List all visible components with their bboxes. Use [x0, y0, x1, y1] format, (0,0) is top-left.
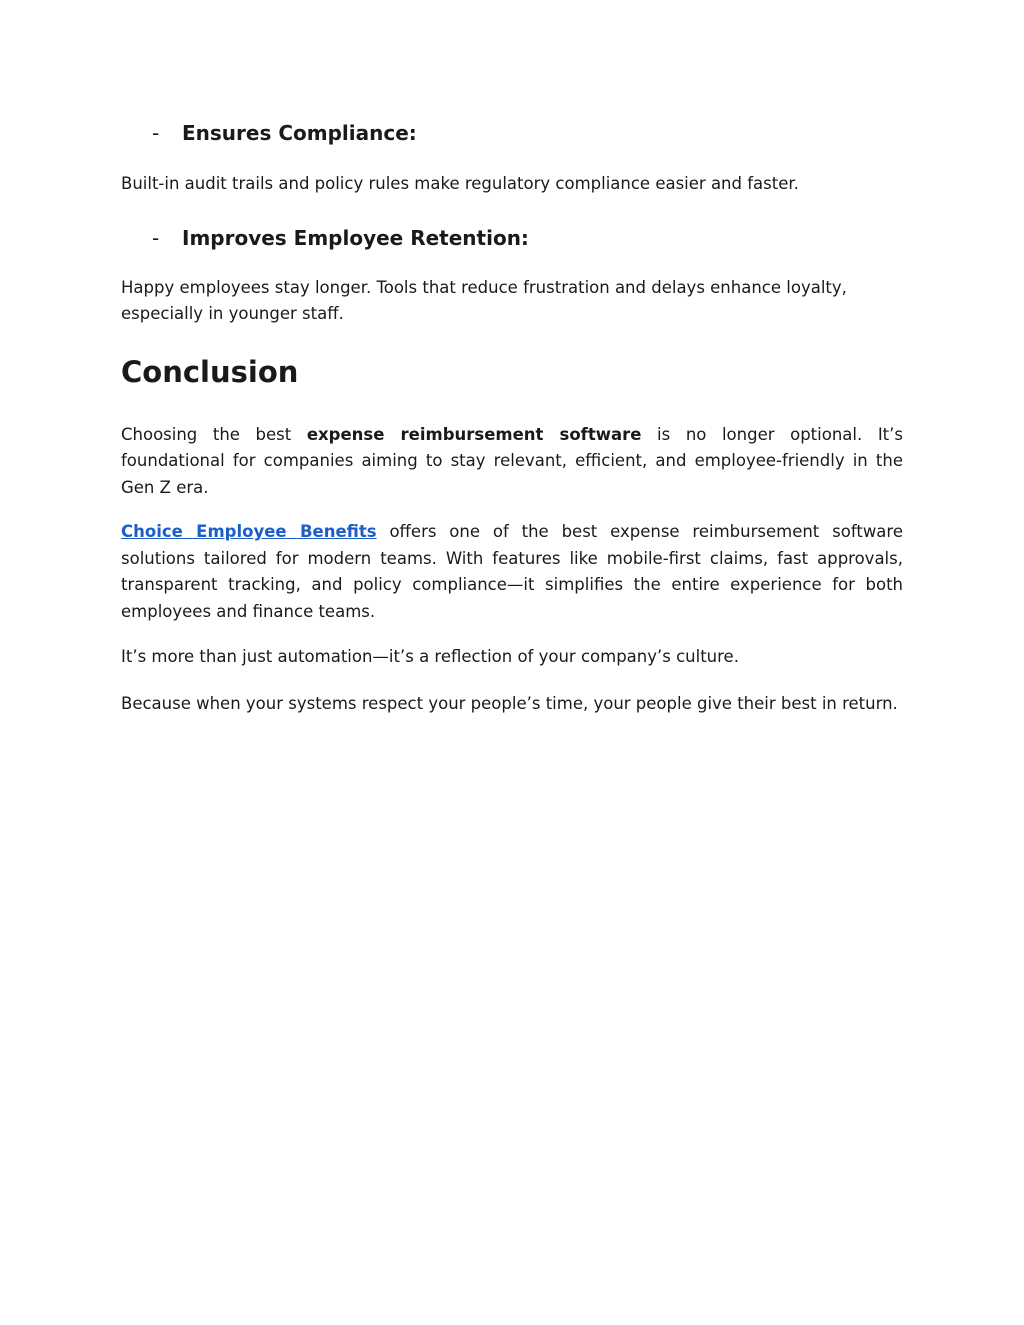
bullet-dash: -	[152, 225, 160, 250]
paragraph-respect-time: Because when your systems respect your people’s time, your people give their best in return.	[121, 693, 898, 713]
text-segment: Choosing the best	[121, 424, 307, 444]
conclusion-heading: Conclusion	[121, 354, 299, 389]
paragraph-compliance: Built-in audit trails and policy rules make regulatory compliance easier and faster.	[121, 174, 799, 193]
paragraph-choice-benefits	[121, 519, 903, 625]
text-segment: is no longer optional. It’s foundational for companies aiming to stay relevant, efficient, and employee-friendly in the Gen Z era.	[121, 424, 903, 497]
choice-employee-benefits-link[interactable]: Choice Employee Benefits	[121, 522, 377, 541]
document-content	[121, 118, 903, 717]
paragraph-retention: Happy employees stay longer. Tools that reduce frustration and delays enhance loyalty, especially in younger staff.	[121, 277, 847, 323]
subheading-text: Ensures Compliance:	[182, 121, 417, 145]
paragraph-automation: It’s more than just automation—it’s a reflection of your company’s culture.	[121, 647, 739, 666]
subheading-employee-retention	[121, 223, 903, 253]
paragraph-choosing-best	[121, 422, 903, 502]
subheading-text: Improves Employee Retention:	[182, 225, 529, 250]
bullet-dash: -	[152, 121, 160, 145]
text-segment: offers one of the best expense reimbursement software solutions tailored for modern teams. With features like mobile-first claims, fast approvals, transparent tracking, and policy compliance—it simplifies the entire experience for both employees and finance teams.	[121, 522, 903, 621]
subheading-ensures-compliance	[121, 118, 903, 148]
bold-keyword: expense reimbursement software	[306, 424, 642, 444]
